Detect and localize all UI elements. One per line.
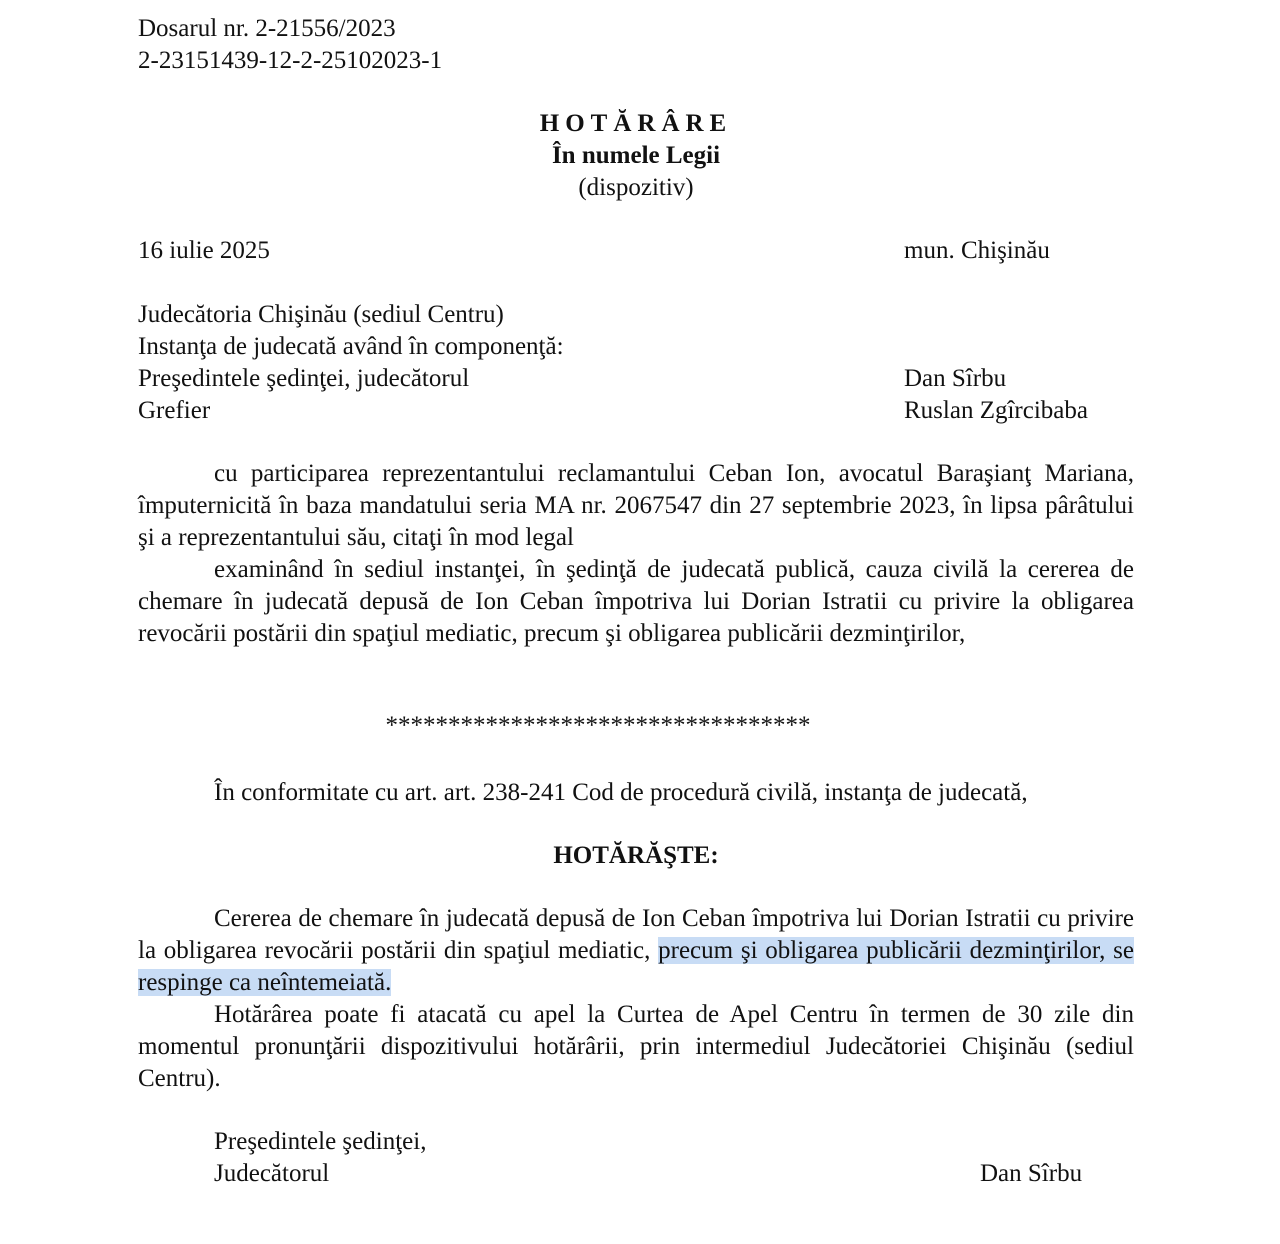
- clerk-name: Ruslan Zgîrcibaba: [904, 397, 1088, 424]
- court-composition: Instanţa de judecată având în componenţă:: [138, 333, 564, 360]
- president-name: Dan Sîrbu: [904, 365, 1007, 392]
- clerk-label: Grefier: [138, 397, 211, 424]
- president-label: Preşedintele şedinţei, judecătorul: [138, 365, 470, 392]
- case-code: 2-23151439-12-2-25102023-1: [138, 47, 443, 74]
- decision-date: 16 iulie 2025: [138, 237, 270, 264]
- signature-title: Preşedintele şedinţei,: [214, 1128, 427, 1155]
- separator: **********************************: [385, 712, 811, 739]
- decision-paragraph: [138, 903, 1134, 999]
- decides-heading: HOTĂRĂŞTE:: [553, 842, 719, 869]
- case-number: Dosarul nr. 2-21556/2023: [138, 15, 396, 42]
- signature-name: Dan Sîrbu: [980, 1160, 1083, 1187]
- decision-text: Cererea de chemare în judecată depusă de Ion Ceban împotriva lui Dorian Istratii cu privire la obligarea revocării postării din spaţiul mediatic,: [138, 905, 1134, 964]
- signature-role: Judecătorul: [214, 1160, 330, 1187]
- participation-paragraph: cu participarea reprezentantului reclamantului Ceban Ion, avocatul Baraşianţ Mariana, împuternicită în baza mandatului seria MA nr. 2067547 din 27 septembrie 2023, în lipsa pârâtului şi a reprezentantului său, citaţi în mod legal: [138, 460, 1134, 551]
- document-subtitle: În numele Legii: [551, 142, 721, 169]
- examining-paragraph: examinând în sediul instanţei, în şedinţă de judecată publică, cauza civilă la cererea de chemare în judecată depusă de Ion Ceban împotriva lui Dorian Istratii cu privire la obligarea revocării postării din spaţiul mediatic, precum şi obligarea publicării dezminţirilor,: [138, 556, 1134, 647]
- decision-place: mun. Chişinău: [904, 237, 1050, 264]
- document-note: (dispozitiv): [578, 174, 694, 201]
- document-heading: HOTĂRÂRE: [539, 110, 733, 137]
- court-name: Judecătoria Chişinău (sediul Centru): [138, 301, 504, 328]
- appeal-paragraph: Hotărârea poate fi atacată cu apel la Curtea de Apel Centru în termen de 30 zile din momentul pronunţării dispozitivului hotărârii, prin intermediul Judecătoriei Chişinău (sediul Centru).: [138, 1001, 1134, 1092]
- conformity-paragraph: În conformitate cu art. art. 238-241 Cod de procedură civilă, instanţa de judecată,: [214, 779, 1028, 806]
- highlighted-text: precum şi obligarea publicării dezminţirilor, se respinge ca neîntemeiată.: [138, 937, 1134, 996]
